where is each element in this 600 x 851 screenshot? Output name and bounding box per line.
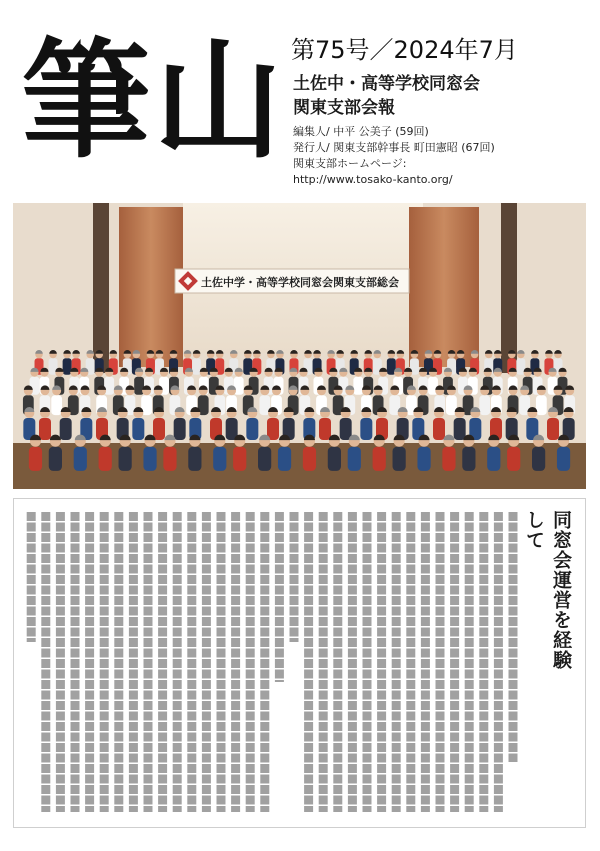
- attendee-figure: [393, 435, 406, 471]
- attendee-figure: [373, 435, 386, 471]
- attendee-figure: [267, 407, 279, 440]
- publisher-line: 発行人/ 関東支部幹事長 町田憲昭 (67回): [293, 141, 495, 154]
- attendee-figure: [119, 435, 132, 471]
- homepage-link[interactable]: http://www.tosako-kanto.org/: [293, 173, 453, 186]
- attendee-figure: [174, 407, 186, 440]
- event-banner: [175, 269, 409, 293]
- attendee-figure: [63, 350, 72, 375]
- attendee-figure: [536, 385, 547, 415]
- group-photo: [13, 203, 586, 489]
- attendee-figure: [132, 407, 144, 440]
- attendee-figure: [328, 435, 341, 471]
- attendee-figure: [454, 407, 466, 440]
- attendee-figure: [340, 407, 352, 440]
- attendee-figure: [278, 435, 291, 471]
- attendee-figure: [143, 435, 156, 471]
- masthead-char-1: 筆: [22, 26, 151, 176]
- attendee-figure: [532, 435, 545, 471]
- organization-name: [293, 72, 480, 120]
- attendee-figure: [60, 407, 72, 440]
- article-body: [24, 506, 523, 822]
- attendee-figure: [557, 435, 570, 471]
- attendee-figure: [233, 435, 246, 471]
- attendee-figure: [49, 435, 62, 471]
- staff-info: [293, 124, 495, 188]
- attendee-figure: [74, 435, 87, 471]
- organization-line-2: 関東支部会報: [293, 98, 395, 118]
- attendee-figure: [188, 435, 201, 471]
- attendee-figure: [348, 435, 361, 471]
- attendee-figure: [192, 350, 201, 375]
- attendee-figure: [258, 435, 271, 471]
- article-text-columns: [24, 506, 523, 822]
- attendee-figure: [433, 407, 445, 440]
- article-author: [531, 690, 565, 820]
- banner-text: 土佐中学・高等学校同窓会関東支部総会: [201, 276, 399, 289]
- pillar-right: [501, 203, 517, 373]
- attendee-figure: [51, 385, 62, 415]
- masthead: [22, 26, 284, 176]
- attendee-figure: [226, 407, 238, 440]
- attendee-figure: [353, 368, 363, 395]
- attendee-figure: [547, 407, 559, 440]
- curtain-left: [119, 207, 183, 367]
- issue-label: 第75号／2024年7月: [291, 36, 518, 64]
- attendee-figure: [303, 435, 316, 471]
- masthead-char-2: 山: [154, 26, 283, 176]
- pillar-left: [93, 203, 109, 373]
- attendee-figure: [507, 435, 520, 471]
- attendee-figure: [29, 435, 42, 471]
- article-title: 同窓会運営を経験して: [523, 510, 572, 670]
- attendee-figure: [319, 407, 331, 440]
- attendee-figure: [153, 407, 165, 440]
- attendee-figure: [213, 435, 226, 471]
- attendee-figure: [163, 435, 176, 471]
- attendee-figure: [479, 385, 490, 415]
- homepage-label: 関東支部ホームページ:: [293, 157, 407, 170]
- organization-line-1: 土佐中・高等学校同窓会: [293, 74, 480, 94]
- editor-line: 編集人/ 中平 公美子 (59回): [293, 125, 429, 138]
- attendee-figure: [99, 435, 112, 471]
- attendee-figure: [417, 435, 430, 471]
- attendee-figure: [39, 407, 51, 440]
- attendee-figure: [462, 435, 475, 471]
- attendee-figure: [360, 407, 372, 440]
- attendee-figure: [442, 435, 455, 471]
- curtain-right: [409, 207, 479, 367]
- attendee-figure: [487, 435, 500, 471]
- attendee-figure: [246, 407, 258, 440]
- attendee-figure: [469, 407, 481, 440]
